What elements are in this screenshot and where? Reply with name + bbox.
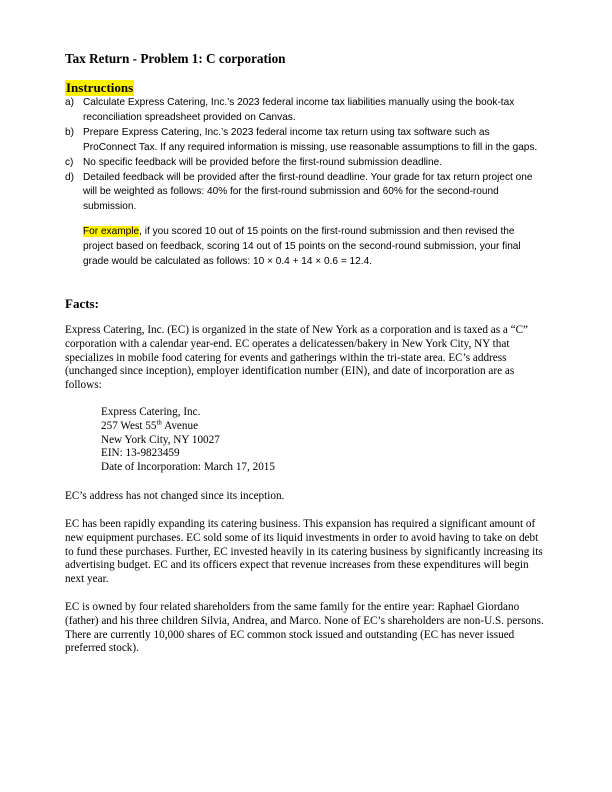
address-note-paragraph: EC’s address has not changed since its inception. [65, 490, 285, 502]
example-label: For example [83, 226, 140, 238]
instruction-item-a [65, 96, 545, 126]
instruction-item-d [65, 171, 545, 216]
company-address-block [101, 406, 275, 475]
facts-heading: Facts: [65, 296, 99, 311]
instruction-letter: d) [65, 171, 74, 183]
example-text: , if you scored 10 out of 15 points on the first-round submission and then revised the project based on feedback, scoring 14 out of 15 points on the second-round submission, your final grade would be calculated as follows: 10 × 0.4 + 14 × 0.6 = 12.4. [83, 226, 521, 268]
page-title: Tax Return - Problem 1: C corporation [65, 51, 286, 66]
company-city: New York City, NY 10027 [101, 433, 220, 446]
instructions-heading: Instructions [66, 80, 134, 95]
instructions-list [65, 96, 545, 270]
instruction-item-b [65, 126, 545, 156]
facts-intro-paragraph: Express Catering, Inc. (EC) is organized in the state of New York as a corporation and is taxed as a “C” corporation with a calendar year-end. EC operates a delicatessen/bakery in New York City, NY that specializes in mobile food catering for events and gatherings within the tri-state area. EC’s address (unchanged since inception), employer identification number (EIN), and date of incorporation are as follows: [65, 324, 529, 392]
instruction-letter: c) [65, 156, 74, 168]
instruction-text: Detailed feedback will be provided after the first-round deadline. Your grade for tax return project one will be weighted as follows: 40% for the first-round submission and 60% for the second-round submission. [83, 171, 533, 213]
instruction-letter: a) [65, 97, 74, 108]
company-street [101, 420, 275, 434]
company-ein: EIN: 13-9823459 [101, 447, 180, 460]
expansion-paragraph: EC has been rapidly expanding its catering business. This expansion has required a significant amount of new equipment purchases. EC sold some of its liquid investments in order to avoid having to take on debt to fund these purchases. Further, EC invested heavily in its catering business by significantly increasing its advertising budget. EC and its officers expect that revenue increases from these expenditures will begin next year. [65, 518, 543, 586]
instruction-text: No specific feedback will be provided before the first-round submission deadline. [83, 156, 443, 168]
instruction-item-c [65, 156, 545, 171]
instruction-letter: b) [65, 126, 74, 138]
instruction-text: Calculate Express Catering, Inc.’s 2023 federal income tax liabilities manually using the book-tax reconciliation spreadsheet provided on Canvas. [83, 97, 515, 123]
grading-example [65, 225, 545, 270]
street-ordinal-suffix: th [156, 418, 162, 427]
company-name: Express Catering, Inc. [101, 406, 201, 418]
incorporation-date: Date of Incorporation: March 17, 2015 [101, 461, 275, 474]
street-name: Avenue [161, 419, 199, 432]
ownership-paragraph: EC is owned by four related shareholders from the same family for the entire year: Raphael Giordano (father) and his three children Silvia, Andrea, and Marco. None of EC’s shareholders are non-U.S. persons. There are currently 10,000 shares of EC common stock issued and outstanding (EC has never issued preferred stock). [65, 601, 544, 655]
instruction-text: Prepare Express Catering, Inc.’s 2023 federal income tax return using tax software such as ProConnect Tax. If any required information is missing, use reasonable assumptions to fill in the gaps. [83, 126, 538, 153]
street-number: 257 West 55 [101, 419, 157, 432]
